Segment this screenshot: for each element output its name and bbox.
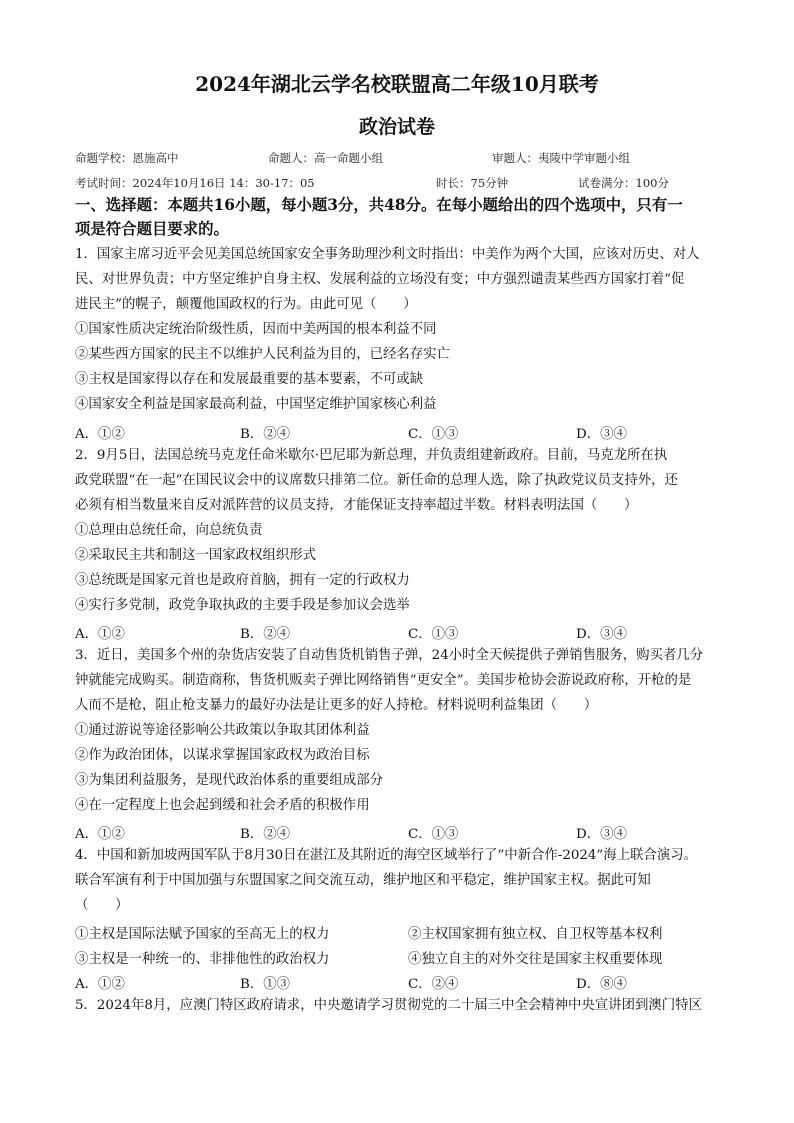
setting-school: 命题学校：恩施高中 [75, 151, 179, 165]
q1-option-b[interactable]: B．②④ [240, 427, 291, 442]
q2-stem-cont: 政党联盟“在一起”在国民议会中的议席数只排第二位。新任命的总理人选，除了执政党议员支持外，还 [75, 473, 678, 488]
q1-stem-cont: 进民主”的幌子，颠覆他国政权的行为。由此可见（ ） [75, 297, 417, 312]
q4-option-b[interactable]: B．①③ [240, 977, 291, 992]
q2-stem: 2．9月5日，法国总统马克龙任命米歇尔·巴尼耶为新总理，并负责组建新政府。目前，马克龙所在执 [75, 448, 668, 463]
exam-time: 考试时间：2024年10月16日 14：30-17：05 [75, 176, 315, 190]
q4-statement-4: ④独立自主的对外交往是国家主权重要体现 [408, 952, 663, 967]
exam-title: 2024年湖北云学名校联盟高二年级10月联考 [195, 72, 599, 96]
setting-author: 命题人：高一命题小组 [268, 151, 383, 165]
q2-statement-3: ③总统既是国家元首也是政府首脑，拥有一定的行政权力 [75, 573, 410, 588]
q3-option-d[interactable]: D．③④ [576, 827, 627, 842]
q1-stem: 1．国家主席习近平会见美国总统国家安全事务助理沙利文时指出：中美作为两个大国，应该对历史、对人 [75, 247, 700, 262]
exam-subject-title: 政治试卷 [358, 116, 435, 138]
full-score: 试卷满分：100分 [578, 176, 669, 190]
q3-stem-cont: 钟就能完成购买。制造商称，售货机贩卖子弹比网络销售“更安全”。美国步枪协会游说政府称，开枪的是 [75, 673, 692, 688]
reviewer: 审题人：夷陵中学审题小组 [492, 151, 630, 165]
q1-statement-2: ②某些西方国家的民主不以维护人民利益为目的，已经名存实亡 [75, 347, 450, 362]
q1-statement-3: ③主权是国家得以存在和发展最重要的基本要素，不可或缺 [75, 372, 424, 387]
section-heading-cont: 项是符合题目要求的。 [75, 220, 229, 238]
q1-statement-1: ①国家性质决定统治阶级性质，因而中美两国的根本利益不同 [75, 322, 437, 337]
q1-option-c[interactable]: C．①③ [408, 427, 459, 442]
q3-statement-4: ④在一定程度上也会起到缓和社会矛盾的积极作用 [75, 798, 370, 813]
q3-option-b[interactable]: B．②④ [240, 827, 291, 842]
q2-statement-1: ①总理由总统任命，向总统负责 [75, 523, 263, 538]
q4-statement-3: ③主权是一种统一的、非排他性的政治权力 [75, 952, 330, 967]
q1-statement-4: ④国家安全利益是国家最高利益，中国坚定维护国家核心利益 [75, 397, 437, 412]
q2-statement-4: ④实行多党制，政党争取执政的主要手段是参加议会选举 [75, 598, 410, 613]
q4-option-d[interactable]: D．⑧④ [576, 977, 627, 992]
q1-option-d[interactable]: D．③④ [576, 427, 627, 442]
q4-stem-cont: （ ） [75, 898, 129, 913]
section-heading: 一、选择题：本题共16小题，每小题3分，共48分。在每小题给出的四个选项中，只有一 [75, 196, 683, 214]
q3-stem-cont: 人而不是枪，阻止枪支暴力的最好办法是让更多的好人持枪。材料说明利益集团（ ） [75, 698, 598, 713]
q2-option-a[interactable]: A．①② [75, 627, 125, 642]
q4-statement-1: ①主权是国际法赋予国家的至高无上的权力 [75, 927, 330, 942]
q4-option-c[interactable]: C．②④ [408, 977, 459, 992]
q2-option-c[interactable]: C．①③ [408, 627, 459, 642]
q4-statement-2: ②主权国家拥有独立权、自卫权等基本权利 [408, 927, 663, 942]
q4-stem: 4．中国和新加坡两国军队于8月30日在湛江及其附近的海空区域举行了“中新合作-2024”海上联合演习。 [75, 848, 697, 863]
q2-option-b[interactable]: B．②④ [240, 627, 291, 642]
q3-option-a[interactable]: A．①② [75, 827, 125, 842]
q4-stem-cont: 联合军演有利于中国加强与东盟国家之间交流互动，维护地区和平稳定，维护国家主权。据此可知 [75, 873, 651, 888]
q1-option-a[interactable]: A．①② [75, 427, 125, 442]
q2-statement-2: ②采取民主共和制这一国家政权组织形式 [75, 548, 317, 563]
q3-stem: 3．近日，美国多个州的杂货店安装了自动售货机销售子弹，24小时全天候提供子弹销售服务，购买者几分 [75, 648, 704, 663]
q3-statement-2: ②作为政治团体，以谋求掌握国家政权为政治目标 [75, 748, 370, 763]
q3-statement-1: ①通过游说等途径影响公共政策以争取其团体利益 [75, 723, 370, 738]
q1-stem-cont: 民、对世界负责；中方坚定维护自身主权、发展利益的立场没有变；中方强烈谴责某些西方国家打着“促 [75, 272, 685, 287]
q5-stem: 5．2024年8月，应澳门特区政府请求，中央邀请学习贯彻党的二十届三中全会精神中央宣讲团到澳门特区 [75, 998, 702, 1013]
q2-option-d[interactable]: D．③④ [576, 627, 627, 642]
q4-option-a[interactable]: A．①② [75, 977, 125, 992]
q2-stem-cont: 必须有相当数量来自反对派阵营的议员支持，才能保证支持率超过半数。材料表明法国（ ） [75, 498, 638, 513]
exam-duration: 时长：75分钟 [436, 176, 509, 190]
q3-statement-3: ③为集团利益服务，是现代政治体系的重要组成部分 [75, 773, 383, 788]
q3-option-c[interactable]: C．①③ [408, 827, 459, 842]
